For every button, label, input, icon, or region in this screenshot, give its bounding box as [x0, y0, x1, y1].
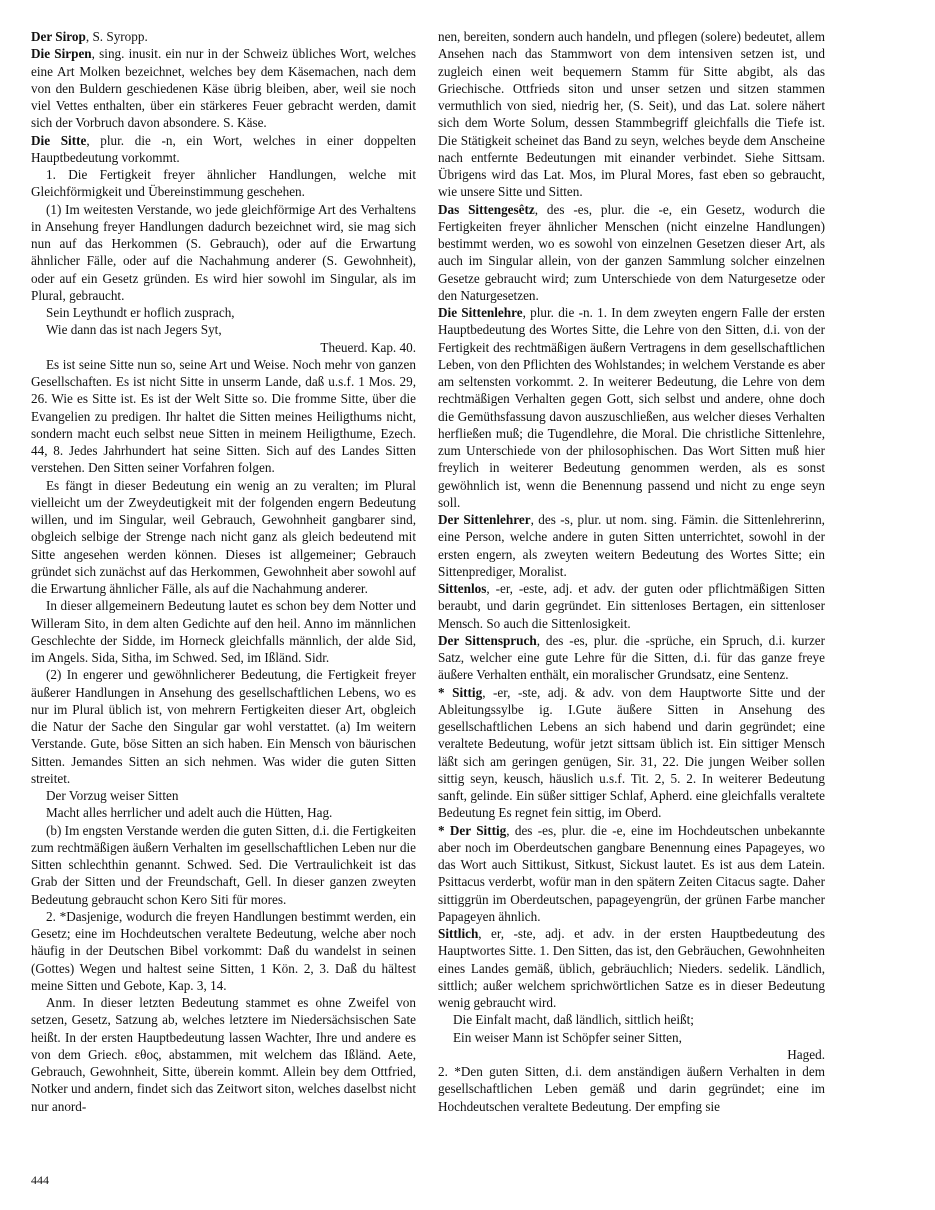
entry-text: Wie dann das ist nach Jegers Syt,	[46, 322, 222, 338]
entry-headword: Die Sirpen	[31, 46, 92, 62]
dictionary-entry	[438, 580, 825, 632]
entry-text: 2. *Dasjenige, wodurch die freyen Handlungen bestimmt werden, ein Gesetz; eine im Hochdeutschen veraltete Bedeutung, welche aber noch häufig in der Deutschen Bibel vorkommt: Daß du wandelst in seinen (Gottes) Wegen und haltest seine Sitten, 1 Kön. 2, 3. Daß du hältest meine Sitten und Gebote, Kap. 3, 14.	[31, 908, 416, 993]
paragraph	[31, 597, 416, 666]
entry-text: 2. *Den guten Sitten, d.i. dem anständigen äußern Verhalten in dem gesellschaftlichen Leben gemäß und darin gegründet; eine im Hochdeutschen veraltete Bedeutung. Der empfing sie	[438, 1064, 825, 1114]
paragraph	[31, 666, 416, 787]
verse-line	[438, 1029, 825, 1046]
entry-text: (1) Im weitesten Verstande, wo jede gleichförmige Art des Verhaltens in Ansehung freyer Handlungen dadurch bezeichnet wird, sie mag sich nun auf das Herkommen (S. Gebrauch), oder auf die Erwartung ähnlicher Fälle, oder auf die Nachahmung anderer (S. Gewohnheit), oder auf ein Gesetz gründen. Es wird hier sowohl im Singular, als im Plural, gebraucht.	[31, 201, 416, 303]
entry-headword: Der Sittenspruch	[438, 632, 537, 648]
paragraph	[31, 356, 416, 477]
right-column	[438, 28, 825, 1115]
verse-line	[31, 787, 416, 804]
quote-source	[31, 339, 416, 356]
entry-headword: Die Sitte	[31, 132, 87, 148]
page-number: 444	[31, 1173, 49, 1187]
entry-headword: Das Sittengesêtz	[438, 201, 535, 217]
verse-line	[31, 804, 416, 821]
quote-source	[438, 1046, 825, 1063]
entry-headword: * Der Sittig	[438, 822, 507, 838]
continued-text	[438, 28, 825, 201]
entry-text: , des -es, plur. die -e, eine im Hochdeutschen unbekannte aber noch im Oberdeutschen gangbare Benennung eines Papageyes, wo das Wort auch Sittikust, Sitkust, Sickust lautet. Es ist aus dem Latein. Psittacus verderbt, wofür man in den spätern Zeiten Citacus sagte. Daher sittiggrün im Oberdeutschen, papageyengrün, der grünen Farbe mancher Papageyen ähnlich.	[438, 822, 826, 924]
entry-headword: Der Sirop	[31, 29, 86, 44]
entry-text: Macht alles herrlicher und adelt auch die Hütten, Hag.	[46, 805, 333, 821]
paragraph	[31, 822, 416, 908]
entry-text: , des -s, plur. ut nom. sing. Fämin. die Sittenlehrerinn, eine Person, welche andere in guten Sitten unterrichtet, sowohl in der ersten engern, als zweyten weitern Bedeutung des Wortes Sitte; ein Sittenprediger, Moralist.	[438, 512, 825, 579]
dictionary-entry	[438, 925, 825, 1011]
entry-text: Haged.	[787, 1046, 825, 1062]
entry-text: , er, -ste, adj. et adv. in der ersten Hauptbedeutung des Hauptwortes Sitte. 1. Den Sitten, das ist, den Gebräuchen, Gewohnheiten eines Landes gemäß, üblich, gebräuchlich; Nieders. sedelik. Ländlich, sittlich; außer welchem sprichwörtlichen Satze es in dieser Bedeutung wenig gebraucht wird.	[438, 926, 825, 1010]
entry-text: (2) In engerer und gewöhnlicherer Bedeutung, die Fertigkeit freyer äußerer Handlungen in Ansehung des gesellschaftlichen Lebens, wo es nur im Plural üblich ist, von mehrern Fertigkeiten dieser Art, obgleich die Natur der Sache den Singular gar wohl verstattet. (a) Im weitern Verstande. Gute, böse Sitten an sich haben. Ein Mensch von bäurischen Sitten. Jemandes Sitten an sich nehmen. Was wider die guten Sitten streitet.	[31, 667, 416, 786]
paragraph	[31, 908, 416, 994]
verse-line	[31, 321, 416, 338]
entry-headword: Sittenlos	[438, 581, 487, 596]
entry-text: 1. Die Fertigkeit freyer ähnlicher Handlungen, welche mit Gleichförmigkeit und Übereinstimmung geschehen.	[31, 167, 416, 200]
entry-headword: Der Sittenlehrer	[438, 512, 531, 527]
entry-text: , -er, -ste, adj. & adv. von dem Hauptworte Sitte und der Ableitungssylbe ig. I.Gute äußere Sitten in Ansehung des gesellschaftlichen Lebens an sich habend und darin gegründet; eine veraltete Bedeutung, wofür jetzt sittsam üblich ist. Ein sittiger Mensch läßt sich am geringen genügen, Sir. 31, 22. Die jungen Weiber sollen sittig seyn, keusch, häuslich u.s.f. Tit. 2, 5. 2. In weiterer Bedeutung sanft, gelinde. Ein süßer sittiger Schlaf, Apherd. eine gleichfalls veraltete Bedeutung Es regnet fein sittig, im Oberd.	[438, 684, 825, 821]
entry-text: , sing. inusit. ein nur in der Schweiz übliches Wort, welches eine Art Molken bezeichnet, welches bey dem Käsemachen, nach dem von den Buldern geschiedenen Käse übrig bleiben, aber, weil sie noch viel Vettes enthalten, über ein stärkeres Feuer gebracht werden, damit sich der Vorbruch davon absondere. S. Käse.	[31, 46, 416, 131]
dictionary-entry	[438, 304, 825, 511]
entry-headword: * Sittig	[438, 684, 483, 700]
verse-line	[438, 1011, 825, 1028]
dictionary-entry	[31, 28, 416, 45]
entry-text: Sein Leythundt er hoflich zusprach,	[46, 305, 235, 320]
entry-text: Theuerd. Kap. 40.	[320, 339, 416, 355]
entry-headword: Die Sittenlehre	[438, 305, 523, 320]
entry-text: In dieser allgemeinern Bedeutung lautet es schon bey dem Notter und Willeram Sito, in dem alten Gedichte auf den heil. Anno im männlichen Geschlechte der Sidde, im Horneck gleichfalls männlich, der alde Sid, im Angels. Sida, Sitha, im Schwed. Sed, im Ißländ. Sidr.	[31, 598, 416, 665]
entry-text: , plur. die -n. 1. In dem zweyten engern Falle der ersten Hauptbedeutung des Wortes Sitte, die Lehre von den Sitten, d.i. von der Fertigkeit des rechtmäßigen äußern Vertragens in dem gesellschaftlichen Leben, von den Pflichten des Wohlstandes; in welchem Verstande es aber am seltensten vorkommt. 2. In weiterer Bedeutung, die Lehre von dem rechtmäßigen Verhalten gegen Gott, sich selbst und andere, ohne doch die Gemüthsfassung davon auszuschließen, aus welcher dieses Verhalten herfließen muß; die Tugendlehre, die Moral. Die christliche Sittenlehre, zum Unterschiede von der philosophischen. Das Wort Sitten muß hier freylich in weiterer Bedeutung genommen werden, als es sonst gewöhnlich ist, wenn die Benennung passend und nicht zu enge seyn soll.	[438, 305, 826, 510]
entry-text: , des -es, plur. die -e, ein Gesetz, wodurch die Fertigkeiten freyer ähnlicher Menschen (nicht einzelne Handlungen) bestimmt werden, wo es sowohl von einzelnen Gesetzen dieser Art, als auch im Singular allein, von der ganzen Sammlung solcher einzelnen Gesetze gebraucht wird; zum Unterschiede von dem Naturgesetze oder den Naturgesetzen.	[438, 201, 825, 303]
entry-text: Es fängt in dieser Bedeutung ein wenig an zu veralten; im Plural vielleicht um der Zweydeutigkeit mit der folgenden engern Bedeutung willen, und im Singular, weil Gebrauch, Gewohnheit gangbarer sind, obgleich selbige der Strenge nach nicht ganz als gleich bedeutend mit Sitte angesehen werden können. Dieses ist allgemeiner; Gebrauch gründet sich zunächst auf das Herkommen, Gewohnheit aber sowohl auf die Erwartung ähnlicher Fälle, als auf die Nachahmung anderer.	[31, 477, 416, 596]
entry-text: , des -es, plur. die -sprüche, ein Spruch, d.i. kurzer Satz, welcher eine gute Lehre für die Sitten, d.i. für das ganze freye äußere Verhalten enthält, ein moralischer Grundsatz, eine Sentenz.	[438, 632, 826, 683]
dictionary-entry	[31, 132, 416, 167]
entry-text: , -er, -este, adj. et adv. der guten oder pflichtmäßigen Sitten beraubt, und darin gegründet. Ein sittenloses Bertagen, ein sittenloser Mensch. So auch die Sittenlosigkeit.	[438, 581, 825, 631]
paragraph	[31, 994, 416, 1115]
paragraph	[31, 201, 416, 305]
dictionary-entry	[438, 201, 825, 305]
entry-text: Ein weiser Mann ist Schöpfer seiner Sitten,	[453, 1029, 682, 1045]
verse-line	[31, 304, 416, 321]
entry-text: Anm. In dieser letzten Bedeutung stammet es ohne Zweifel von setzen, Gesetz, Satzung ab, welches letztere im Niedersächsischen Sate heißt. In der ersten Hauptbedeutung lassen Wachter, Ihre und andere es von dem Griech. εθος, abstammen, mit welchem das Ißländ. Aete, Gebrauch, Gewohnheit, Sitte, überein kommt. Allein bey dem Ottfried, Notker und andern, findet sich das Zeitwort siton, welches daselbst nicht nur anord-	[31, 995, 416, 1114]
left-column	[31, 28, 416, 1115]
dictionary-entry	[438, 684, 825, 822]
entry-text: Der Vorzug weiser Sitten	[46, 788, 179, 803]
entry-text: Die Einfalt macht, daß ländlich, sittlich heißt;	[453, 1012, 694, 1028]
dictionary-entry	[438, 822, 825, 926]
entry-text: Es ist seine Sitte nun so, seine Art und Weise. Noch mehr von ganzen Gesellschaften. Es ist nicht Sitte in unserm Lande, daß u.s.f. 1 Mos. 29, 26. Wie es Sitte ist. Es ist der Welt Sitte so. Die fromme Sitte, über die Evangelien zu predigen. Ihr haltet die Sitten meines Heiligthums nicht, sondern macht euch selbst neue Sitten in meinem Heiligthume, Ezech. 44, 8. Jedes Jahrhundert hat seine Sitten. Sich auf des Landes Sitten verstehen. Den Sitten seiner Vorfahren folgen.	[31, 356, 416, 476]
paragraph	[31, 166, 416, 201]
dictionary-entry	[438, 511, 825, 580]
dictionary-entry	[31, 45, 416, 131]
dictionary-entry	[438, 632, 825, 684]
continued-text	[438, 1063, 825, 1115]
entry-text: , plur. die -n, ein Wort, welches in einer doppelten Hauptbedeutung vorkommt.	[31, 132, 416, 165]
entry-text: (b) Im engsten Verstande werden die guten Sitten, d.i. die Fertigkeiten zum rechtmäßigen äußern Verhalten im gesellschaftlichen Leben nur die Sitten schlechthin genannt. Schwed. Sed. Die Vertraulichkeit ist das Grab der Sitten und der Freundschaft, Gell. In dieser ganzen zweyten Bedeutung gebraucht schon Kero Siti für mores.	[31, 822, 417, 907]
entry-text: nen, bereiten, sondern auch handeln, und pflegen (solere) bedeutet, allem Ansehen nach das Stammwort von dem intensiven setzen ist, und zugleich einen weit bequemern Stamm für Sitte abgibt, als das Griechische. Ottfrieds siton und unser setzen und sitzen stammen vermuthlich von sied, niedrig her, (S. Seit), und das Lat. solere nähert sich dem Worte Solum, dessen Stammbegriff gleichfalls die Tiefe ist. Die Stätigkeit scheinet das Band zu seyn, welches beyde dem Anscheine nach entfernte Bedeutungen mit einander verbindet. Siehe Sittsam. Übrigens wird das Lat. Mos, im Plural Mores, fast eben so gebraucht, wie unsere Sitte und Sitten.	[438, 29, 825, 200]
entry-text: , S. Syropp.	[85, 29, 148, 44]
paragraph	[31, 477, 416, 598]
entry-headword: Sittlich	[438, 926, 479, 941]
